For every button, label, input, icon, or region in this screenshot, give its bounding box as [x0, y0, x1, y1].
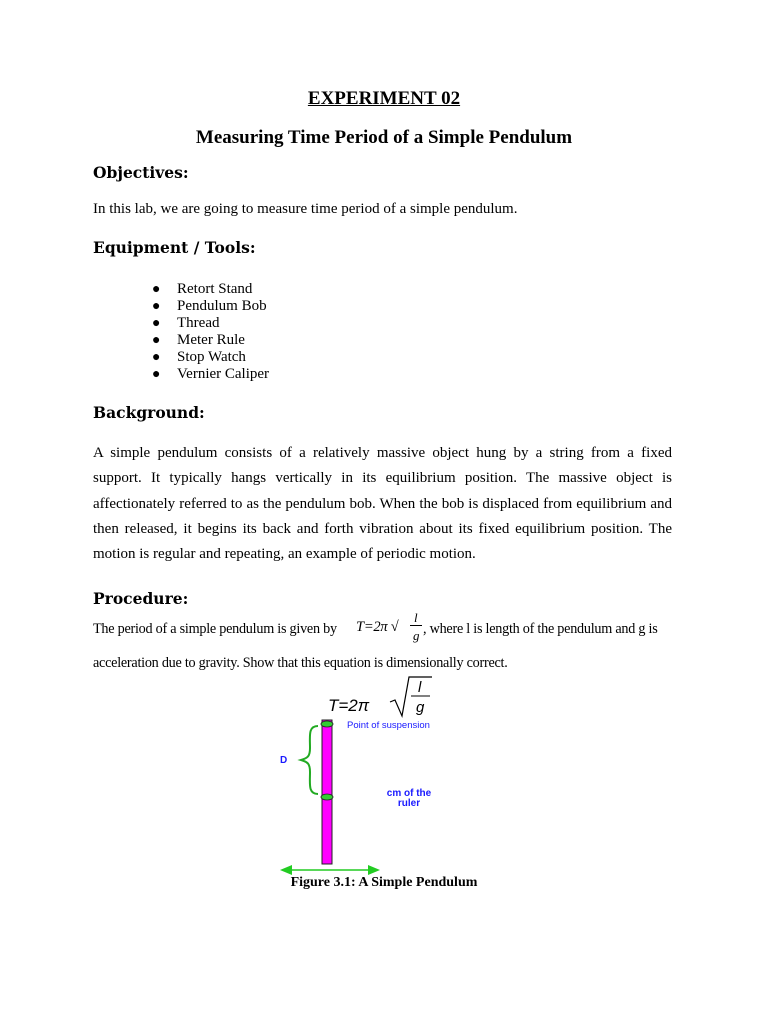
suspension-marker: [321, 721, 333, 727]
background-heading: Background:: [93, 403, 205, 422]
list-item: ● Retort Stand: [152, 281, 253, 297]
figure-formula-denominator: g: [416, 699, 425, 716]
brace-icon: [301, 726, 318, 794]
list-item: ● Pendulum Bob: [152, 298, 267, 314]
list-item: ● Meter Rule: [152, 332, 245, 348]
list-item: ● Thread: [152, 315, 220, 331]
procedure-text-before: The period of a simple pendulum is given by: [93, 621, 337, 637]
procedure-formula-line: [93, 610, 693, 653]
formula-lhs: T=2π √: [356, 619, 399, 635]
procedure-heading: Procedure:: [93, 589, 189, 608]
formula-numerator: l: [414, 610, 418, 625]
experiment-title: EXPERIMENT 02: [307, 88, 461, 109]
bullet-icon: ●: [152, 282, 161, 297]
bullet-icon: ●: [152, 350, 161, 365]
fraction-bar: [410, 625, 422, 626]
formula-denominator: g: [413, 628, 420, 643]
cm-label-line2: ruler: [397, 798, 421, 809]
procedure-text-after: , where l is length of the pendulum and g is: [423, 621, 658, 637]
objectives-text: In this lab, we are going to measure time period of a simple pendulum.: [93, 201, 518, 217]
bullet-icon: ●: [152, 367, 161, 382]
procedure-text-line2: acceleration due to gravity. Show that this equation is dimensionally correct.: [93, 655, 508, 671]
bullet-icon: ●: [152, 333, 161, 348]
arrow-right-icon: [368, 865, 380, 875]
equipment-list: [150, 281, 269, 383]
point-of-suspension-label: Point of suspension: [347, 720, 430, 731]
figure-caption: Figure 3.1: A Simple Pendulum: [290, 875, 478, 890]
list-item: ● Stop Watch: [152, 349, 246, 365]
ruler-rod: [322, 720, 332, 864]
background-paragraph: A simple pendulum consists of a relatively massive object hung by a string from a fixed support. It typically hangs vertically in its equilibrium position. The massive object is affectionately referred to as the pendulum bob. When the bob is displaced from equilibrium and then released, it begins its back and forth vibration about its fixed equilibrium position. The motion is regular and repeating, an example of periodic motion.: [93, 445, 672, 563]
objectives-heading: Objectives:: [93, 163, 189, 182]
bullet-icon: ●: [152, 299, 161, 314]
page-title: Measuring Time Period of a Simple Pendulum: [195, 127, 573, 148]
center-of-mass-marker: [321, 794, 333, 800]
cm-label-line1: cm of the: [386, 788, 432, 799]
figure-formula-numerator: l: [418, 679, 422, 696]
arrow-left-icon: [280, 865, 292, 875]
pendulum-figure: [270, 672, 500, 877]
distance-label: D: [280, 755, 288, 766]
figure-formula-lhs: T=2π: [328, 696, 370, 715]
list-item: ● Vernier Caliper: [152, 366, 270, 382]
equipment-heading: Equipment / Tools:: [93, 238, 256, 257]
bullet-icon: ●: [152, 316, 161, 331]
